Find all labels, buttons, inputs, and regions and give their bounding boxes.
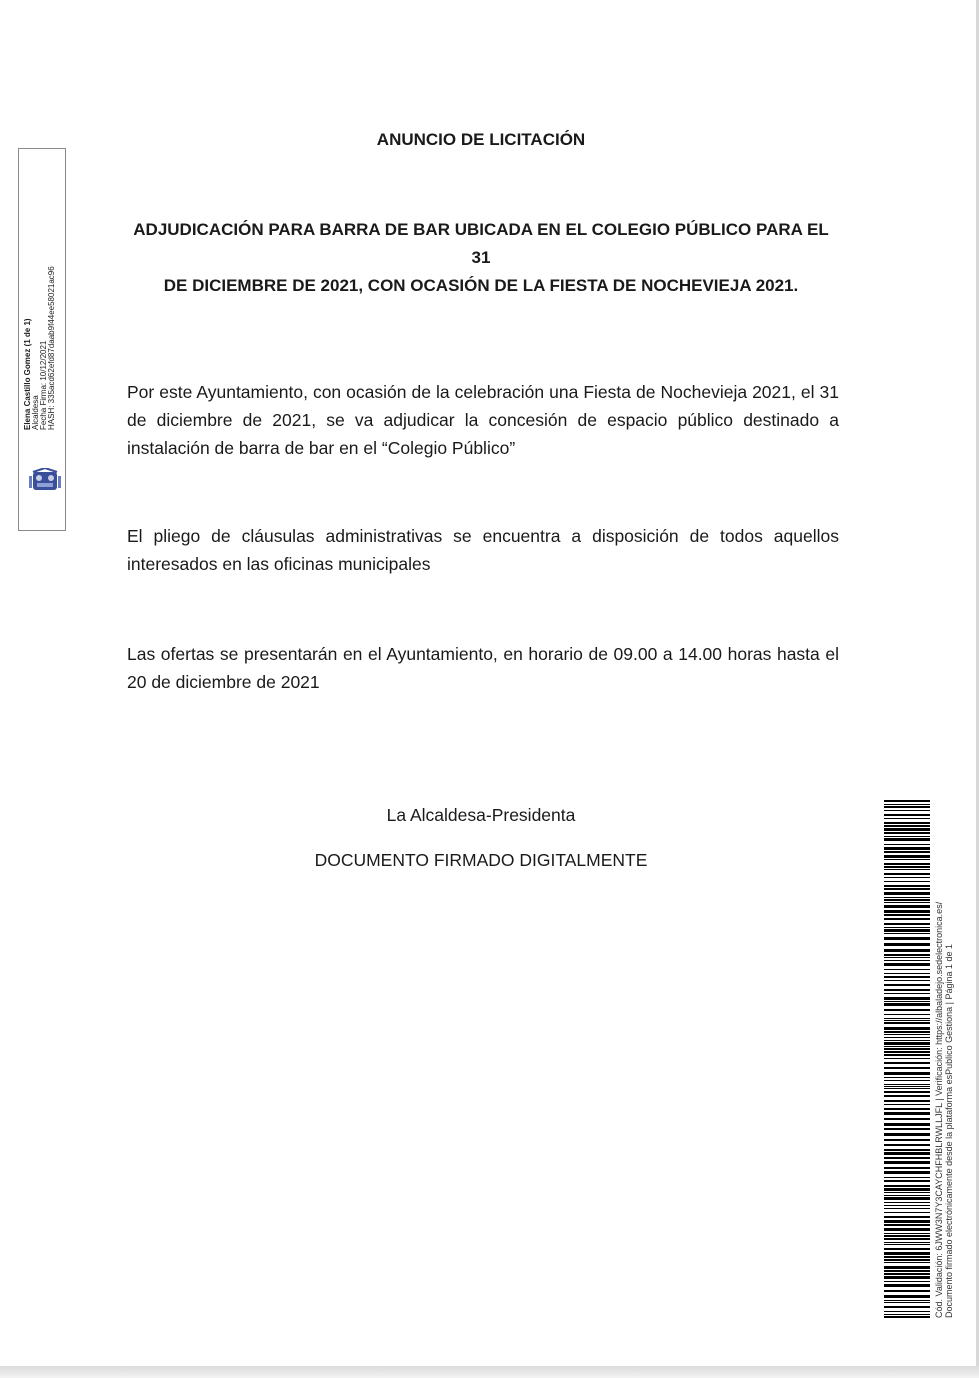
- barcode-bar: [884, 1046, 930, 1047]
- barcode-bar: [884, 1100, 930, 1102]
- signature-date: Fecha Firma: 10/12/2021: [39, 340, 48, 430]
- barcode-bar: [884, 1027, 930, 1030]
- subtitle-line-1: ADJUDICACIÓN PARA BARRA DE BAR UBICADA EN EL COLEGIO PÚBLICO PARA EL 31: [133, 220, 829, 267]
- barcode-bar: [884, 923, 930, 925]
- barcode-bar: [884, 1014, 930, 1015]
- barcode-bar: [884, 888, 930, 890]
- barcode-bar: [884, 804, 930, 805]
- barcode-bar: [884, 1216, 930, 1218]
- barcode-bar: [884, 866, 930, 868]
- barcode-bar: [884, 954, 930, 956]
- signer-name: Elena Castillo Gomez (1 de 1): [23, 318, 32, 430]
- barcode-bar: [884, 1316, 930, 1318]
- barcode-bar: [884, 1185, 930, 1187]
- barcode-icon: [884, 800, 930, 1318]
- barcode-bar: [884, 976, 930, 978]
- barcode-bar: [884, 1072, 930, 1075]
- barcode-bar: [884, 1152, 930, 1155]
- barcode-bar: [884, 1139, 930, 1141]
- signature-hash: HASH: 335acd62efd87daab9f44ee58021ac96: [47, 266, 56, 430]
- paragraph-offers: Las ofertas se presentarán en el Ayuntamiento, en horario de 09.00 a 14.00 horas hasta el 20 de diciembre de 2021: [127, 644, 839, 692]
- barcode-bar: [884, 1054, 930, 1056]
- barcode-bar: [884, 937, 930, 940]
- barcode-bar: [884, 1167, 930, 1169]
- barcode-bar: [884, 1104, 930, 1105]
- barcode-bar: [884, 1088, 930, 1089]
- barcode-bar: [884, 1273, 930, 1275]
- barcode-bar: [884, 1233, 930, 1234]
- barcode-bar: [884, 1248, 930, 1250]
- barcode-bar: [884, 1306, 930, 1308]
- barcode-bar: [884, 1171, 930, 1174]
- barcode-bar: [884, 1031, 930, 1033]
- signed-note: DOCUMENTO FIRMADO DIGITALMENTE: [314, 850, 648, 870]
- barcode-bar: [884, 1224, 930, 1226]
- barcode-bar: [884, 897, 930, 898]
- barcode-bar: [884, 989, 930, 991]
- barcode-bar: [884, 1284, 930, 1287]
- paragraph-announcement: Por este Ayuntamiento, con ocasión de la celebración una Fiesta de Nochevieja 2021, el 31 de diciembre de 2021, se va adjudicar la concesión de espacio público destinado a instalación de barra de bar en el “Colegio Público”: [127, 382, 839, 458]
- barcode-bar: [884, 1108, 930, 1110]
- barcode-bar: [884, 1112, 930, 1115]
- signer-role: Alcaldesa: [31, 395, 40, 430]
- barcode-bar: [884, 855, 930, 858]
- barcode-bar: [884, 828, 930, 831]
- barcode-bar: [884, 806, 930, 808]
- barcode-bar: [884, 1086, 930, 1087]
- barcode-bar: [884, 1302, 930, 1303]
- barcode-bar: [884, 1133, 930, 1136]
- barcode-bar: [884, 1144, 930, 1146]
- barcode-bar: [884, 1149, 930, 1151]
- barcode-bar: [884, 1077, 930, 1078]
- barcode-bar: [884, 1062, 930, 1064]
- barcode-bar: [884, 836, 930, 837]
- barcode-bar: [884, 885, 930, 887]
- barcode-bar: [884, 929, 930, 932]
- barcode-bar: [884, 1281, 930, 1282]
- barcode-bar: [884, 1295, 930, 1298]
- barcode-bar: [884, 957, 930, 958]
- barcode-bar: [884, 980, 930, 981]
- barcode-bar: [884, 1161, 930, 1164]
- municipal-coat-of-arms-icon: [25, 468, 65, 494]
- barcode-bar: [884, 1276, 930, 1279]
- barcode-bar: [884, 1040, 930, 1041]
- barcode-bar: [884, 1212, 930, 1213]
- barcode-bar: [884, 1128, 930, 1130]
- barcode-bar: [884, 1048, 930, 1050]
- barcode-bar: [884, 1262, 930, 1263]
- document-title: ANUNCIO DE LICITACIÓN: [376, 130, 586, 149]
- barcode-bar: [884, 1188, 930, 1191]
- barcode-bar: [884, 1290, 930, 1292]
- barcode-bar: [884, 847, 930, 850]
- barcode-bar: [884, 1314, 930, 1315]
- barcode-bar: [884, 1067, 930, 1069]
- barcode-bar: [884, 963, 930, 966]
- barcode-bar: [884, 1311, 930, 1312]
- barcode-bar: [884, 1195, 930, 1196]
- barcode-bar: [884, 973, 930, 974]
- barcode-bar: [884, 969, 930, 970]
- barcode-bar: [884, 881, 930, 882]
- barcode-bar: [884, 997, 930, 1000]
- barcode-bar: [884, 1095, 930, 1097]
- barcode-bar: [884, 1270, 930, 1272]
- barcode-bar: [884, 993, 930, 994]
- barcode-bar: [884, 800, 930, 802]
- barcode-bar: [884, 1091, 930, 1093]
- barcode-bar: [884, 814, 930, 816]
- barcode-bar: [884, 1001, 930, 1002]
- barcode-bar: [884, 838, 930, 841]
- barcode-bar: [884, 1228, 930, 1231]
- barcode-bar: [884, 1118, 930, 1120]
- barcode-bar: [884, 832, 930, 834]
- barcode-bar: [884, 851, 930, 853]
- barcode-bar: [884, 873, 930, 875]
- barcode-bar: [884, 825, 930, 827]
- barcode-bar: [884, 927, 930, 928]
- document-subtitle: [127, 216, 835, 300]
- barcode-bar: [884, 1220, 930, 1223]
- barcode-bar: [884, 1018, 930, 1019]
- barcode-bar: [884, 1177, 930, 1178]
- barcode-bar: [884, 1300, 930, 1301]
- subtitle-line-2: DE DICIEMBRE DE 2021, CON OCASIÓN DE LA FIESTA DE NOCHEVIEJA 2021.: [163, 276, 799, 295]
- barcode-bar: [884, 1244, 930, 1245]
- barcode-bar: [884, 1202, 930, 1203]
- barcode-bar: [884, 869, 930, 870]
- signer-title: La Alcaldesa-Presidenta: [386, 805, 576, 825]
- barcode-bar: [884, 818, 930, 819]
- barcode-bar: [884, 1180, 930, 1182]
- barcode-bar: [884, 960, 930, 961]
- barcode-bar: [884, 892, 930, 895]
- barcode-bar: [884, 1208, 930, 1209]
- barcode-bar: [884, 859, 930, 860]
- barcode-bar: [884, 863, 930, 865]
- barcode-bar: [884, 1192, 930, 1193]
- barcode-bar: [884, 1022, 930, 1024]
- barcode-bar: [884, 914, 930, 916]
- page-bottom-shadow: [0, 1366, 979, 1378]
- barcode-bar: [884, 933, 930, 934]
- verification-text: [934, 798, 954, 1318]
- barcode-bar: [884, 1266, 930, 1269]
- barcode-bar: [884, 1205, 930, 1206]
- barcode-bar: [884, 1197, 930, 1200]
- verification-line-1: Cód. Validación: 6JWW3N7Y3CAYCHFHBLRWLLJFL | Verificación: https://albaladejo.sedelectronica.es/: [934, 901, 944, 1318]
- barcode-bar: [884, 1157, 930, 1159]
- barcode-bar: [884, 905, 930, 908]
- barcode-bar: [884, 1123, 930, 1126]
- barcode-bar: [884, 1042, 930, 1045]
- barcode-bar: [884, 943, 930, 946]
- barcode-bar: [884, 918, 930, 920]
- barcode-bar: [884, 1034, 930, 1035]
- barcode-bar: [884, 1003, 930, 1006]
- barcode-bar: [884, 899, 930, 901]
- barcode-bar: [884, 1020, 930, 1021]
- barcode-bar: [884, 1242, 930, 1243]
- barcode-bar: [884, 949, 930, 952]
- verification-line-2: Documento firmado electrónicamente desde la plataforma esPublico Gestiona | Página 1 de 1: [944, 943, 954, 1318]
- barcode-bar: [884, 810, 930, 811]
- barcode-bar: [884, 1252, 930, 1255]
- barcode-bar: [884, 1058, 930, 1059]
- barcode-bar: [884, 1009, 930, 1011]
- barcode-bar: [884, 822, 930, 824]
- barcode-bar: [884, 1235, 930, 1237]
- barcode-bar: [884, 844, 930, 845]
- barcode-bar: [884, 910, 930, 913]
- barcode-bar: [884, 902, 930, 903]
- barcode-bar: [884, 877, 930, 878]
- barcode-bar: [884, 1084, 930, 1085]
- barcode-bar: [884, 1256, 930, 1258]
- barcode-bar: [884, 1051, 930, 1053]
- barcode-bar: [884, 1259, 930, 1261]
- paragraph-clauses: El pliego de cláusulas administrativas se encuentra a disposición de todos aquellos interesados en las oficinas municipales: [127, 526, 839, 574]
- barcode-bar: [884, 984, 930, 986]
- barcode-bar: [884, 1238, 930, 1240]
- barcode-bar: [884, 1037, 930, 1038]
- signature-stamp-text: [24, 130, 56, 430]
- barcode-bar: [884, 1080, 930, 1081]
